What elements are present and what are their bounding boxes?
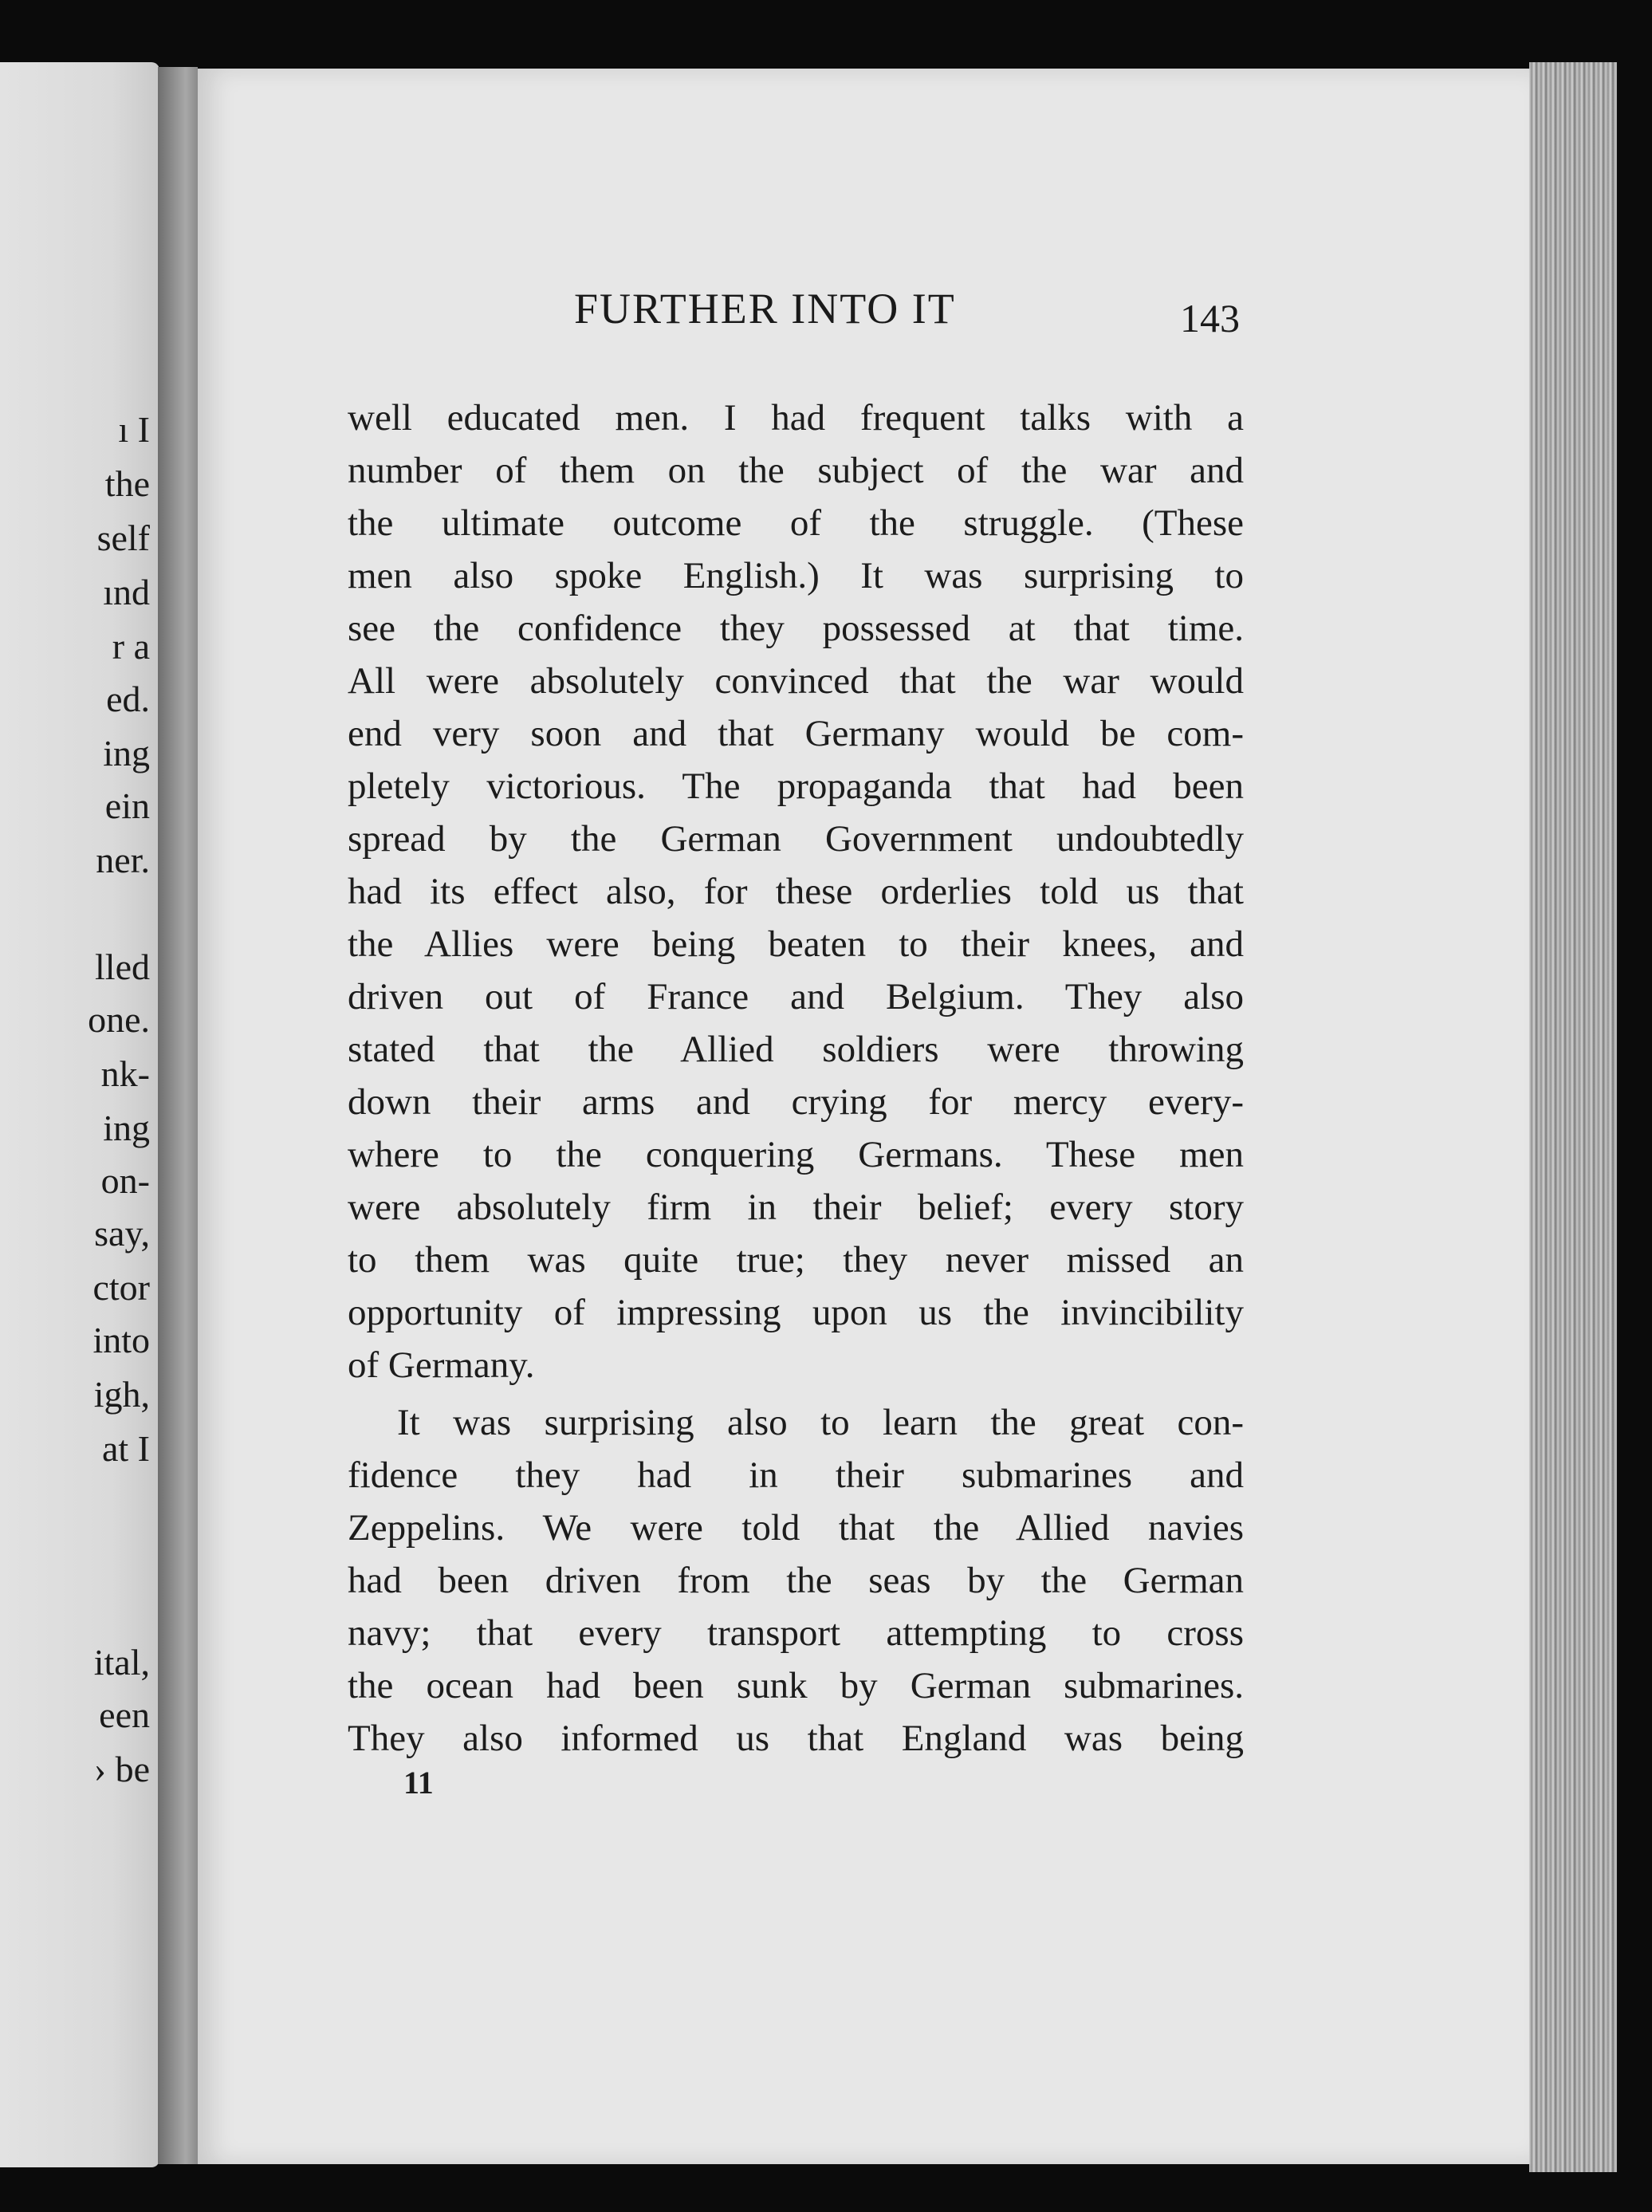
text-line: All were absolutely convinced that the war would xyxy=(348,660,1244,702)
text-line: opportunity of impressing upon us the invincibility xyxy=(348,1292,1244,1333)
text-line: where to the conquering Germans. These men xyxy=(348,1134,1244,1175)
left-page-fragment: say, xyxy=(94,1213,150,1254)
text-line: number of them on the subject of the war and xyxy=(348,450,1244,491)
left-page-fragment: into xyxy=(92,1320,150,1360)
book-gutter xyxy=(158,67,198,2164)
left-page-fragment: ctor xyxy=(92,1267,150,1308)
page-edges xyxy=(1529,62,1617,2172)
left-page-fragment: een xyxy=(99,1694,150,1735)
left-page xyxy=(0,62,159,2167)
text-line: navy; that every transport attempting to cross xyxy=(348,1612,1244,1654)
text-line: see the confidence they possessed at that time. xyxy=(348,608,1244,649)
left-page-fragment: r a xyxy=(112,626,150,667)
text-line: stated that the Allied soldiers were throwing xyxy=(348,1029,1244,1070)
text-line: the ultimate outcome of the struggle. (These xyxy=(348,502,1244,544)
text-line: to them was quite true; they never missed an xyxy=(348,1239,1244,1281)
left-page-fragment: nk- xyxy=(100,1053,150,1094)
left-page-fragment: › be xyxy=(93,1749,150,1789)
left-page-fragment: ed. xyxy=(106,679,150,719)
text-line: had its effect also, for these orderlies told us that xyxy=(348,871,1244,912)
text-line: well educated men. I had frequent talks with a xyxy=(348,397,1244,439)
left-page-fragment: ein xyxy=(104,785,150,826)
text-line: They also informed us that England was being xyxy=(348,1718,1244,1759)
text-line: down their arms and crying for mercy every- xyxy=(348,1081,1244,1123)
text-line: the ocean had been sunk by German submarines. xyxy=(348,1665,1244,1706)
left-page-fragment: at I xyxy=(101,1428,150,1469)
left-page-fragment: ner. xyxy=(96,840,150,880)
text-line: fidence they had in their submarines and xyxy=(348,1454,1244,1496)
left-page-fragment: ınd xyxy=(103,572,150,612)
left-page-fragment: self xyxy=(96,518,150,558)
text-line: It was surprising also to learn the great con- xyxy=(397,1402,1244,1443)
left-page-fragment: igh, xyxy=(93,1374,150,1415)
text-line: pletely victorious. The propaganda that had been xyxy=(348,766,1244,807)
left-page-fragment: the xyxy=(104,463,150,504)
text-line: had been driven from the seas by the German xyxy=(348,1560,1244,1601)
text-line: driven out of France and Belgium. They also xyxy=(348,976,1244,1017)
text-line: were absolutely firm in their belief; every story xyxy=(348,1187,1244,1228)
text-line: men also spoke English.) It was surprising to xyxy=(348,555,1244,596)
text-line: Zeppelins. We were told that the Allied navies xyxy=(348,1507,1244,1549)
left-page-fragment: ital, xyxy=(93,1642,150,1683)
left-page-fragment: ing xyxy=(103,733,150,773)
left-page-fragment: ı I xyxy=(118,409,150,450)
signature-mark: 11 xyxy=(403,1765,434,1801)
left-page-fragment: lled xyxy=(95,947,150,987)
text-line: spread by the German Government undoubtedly xyxy=(348,818,1244,860)
text-line: the Allies were being beaten to their knees, and xyxy=(348,923,1244,965)
left-page-fragment: ing xyxy=(103,1108,150,1148)
left-page-fragment: one. xyxy=(88,999,150,1040)
text-line: end very soon and that Germany would be com- xyxy=(348,713,1244,754)
running-head: FURTHER INTO IT xyxy=(574,285,956,333)
page-number: 143 xyxy=(1180,296,1240,340)
left-page-fragment: on- xyxy=(100,1160,150,1201)
text-line: of Germany. xyxy=(348,1344,535,1386)
